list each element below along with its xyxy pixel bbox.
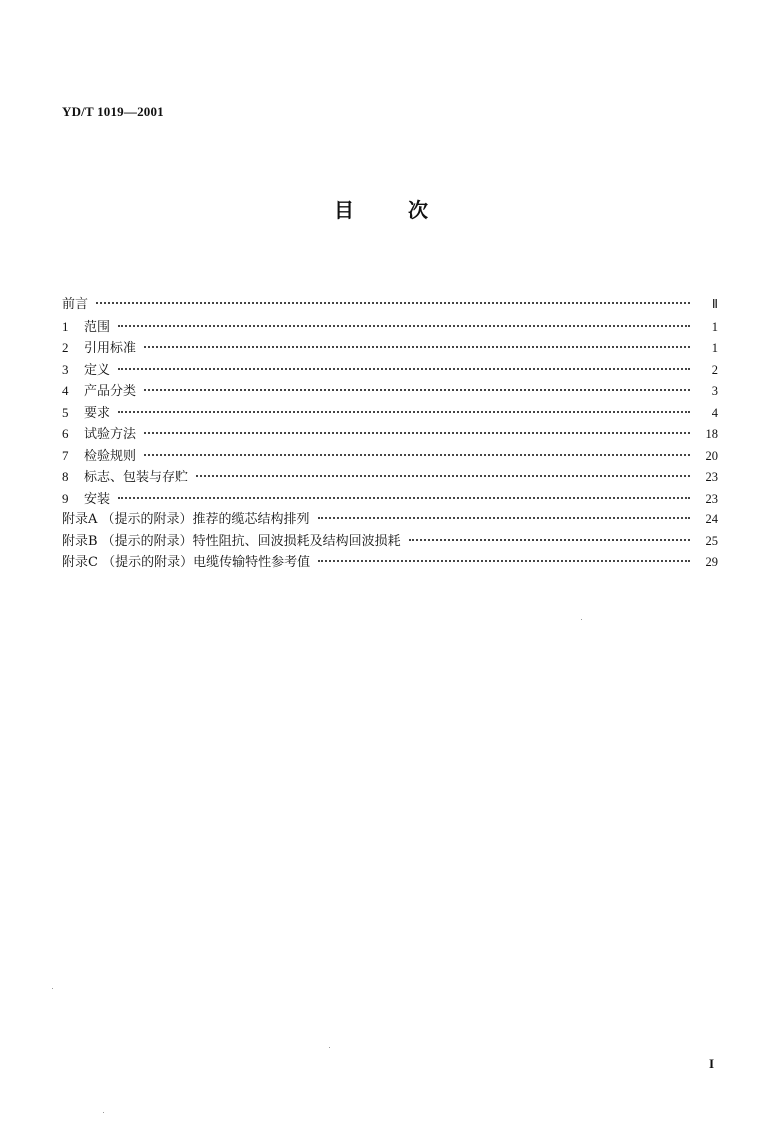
toc-entry-6[interactable] xyxy=(62,423,718,445)
toc-entry-title: 定义 xyxy=(84,362,111,378)
table-of-contents xyxy=(62,294,718,574)
toc-entry-page: 18 xyxy=(705,427,718,441)
toc-leader xyxy=(144,432,690,434)
page-title xyxy=(334,194,428,223)
toc-entry-page: 2 xyxy=(711,362,718,377)
toc-entry-title: 引用标准 xyxy=(84,341,137,356)
toc-leader xyxy=(144,346,690,348)
toc-leader xyxy=(118,325,690,327)
toc-entry-title: 附录A （提示的附录）推荐的缆芯结构排列 xyxy=(62,512,310,527)
standard-code: YD/T 1019—2001 xyxy=(62,104,164,119)
toc-entry-9[interactable] xyxy=(62,488,718,510)
toc-entry-page: Ⅱ xyxy=(711,297,718,311)
toc-leader xyxy=(144,454,690,456)
toc-entry-5[interactable] xyxy=(62,402,718,424)
toc-entry-page: 4 xyxy=(711,405,718,420)
toc-entry-title: 前言 xyxy=(62,297,89,312)
scan-speck xyxy=(329,1047,330,1048)
toc-entry-page: 23 xyxy=(705,470,718,484)
toc-entry-title: 检验规则 xyxy=(84,448,137,464)
toc-entry-number: 6 xyxy=(62,426,69,441)
toc-entry-appendix-b[interactable] xyxy=(62,531,718,553)
scan-speck xyxy=(52,988,53,989)
toc-leader xyxy=(144,389,690,391)
toc-entry-appendix-c[interactable] xyxy=(62,552,718,574)
toc-entry-4[interactable] xyxy=(62,380,718,402)
toc-leader xyxy=(318,560,690,562)
toc-entry-page: 23 xyxy=(705,491,718,506)
toc-entry-number: 2 xyxy=(62,340,69,355)
toc-entry-title: 范围 xyxy=(84,319,111,335)
toc-entry-title: 附录B （提示的附录）特性阻抗、回波损耗及结构回波损耗 xyxy=(62,533,401,549)
toc-leader xyxy=(196,475,690,477)
scan-speck xyxy=(103,1112,104,1113)
toc-entry-page: 29 xyxy=(705,555,718,569)
toc-entry-number: 5 xyxy=(62,404,69,420)
page-folio: I xyxy=(709,1056,715,1071)
toc-entry-page: 1 xyxy=(711,319,718,334)
toc-entry-foreword[interactable] xyxy=(62,294,718,316)
toc-entry-number: 4 xyxy=(62,383,69,398)
toc-entry-1[interactable] xyxy=(62,316,718,338)
toc-entry-page: 3 xyxy=(711,384,718,398)
toc-leader xyxy=(118,368,690,370)
toc-leader xyxy=(118,411,690,413)
page-title-part1: 目 xyxy=(334,198,354,222)
toc-entry-title: 试验方法 xyxy=(84,427,137,442)
toc-leader xyxy=(318,517,690,519)
toc-entry-number: 9 xyxy=(62,490,69,506)
toc-leader xyxy=(118,497,690,499)
toc-entry-8[interactable] xyxy=(62,466,718,488)
scan-speck xyxy=(581,619,582,620)
toc-entry-2[interactable] xyxy=(62,337,718,359)
page-title-part2: 次 xyxy=(408,198,428,222)
toc-entry-3[interactable] xyxy=(62,359,718,381)
toc-entry-page: 20 xyxy=(705,448,718,463)
toc-entry-number: 3 xyxy=(62,361,69,377)
toc-entry-title: 安装 xyxy=(84,491,111,507)
toc-entry-7[interactable] xyxy=(62,445,718,467)
toc-leader xyxy=(96,302,690,304)
toc-entry-appendix-a[interactable] xyxy=(62,509,718,531)
toc-entry-title: 附录C （提示的附录）电缆传输特性参考值 xyxy=(62,555,311,570)
toc-entry-title: 要求 xyxy=(84,405,111,421)
toc-entry-page: 25 xyxy=(705,533,718,548)
toc-entry-page: 24 xyxy=(705,512,718,526)
toc-entry-number: 8 xyxy=(62,469,69,484)
toc-entry-title: 产品分类 xyxy=(84,384,137,399)
toc-entry-page: 1 xyxy=(711,341,718,355)
toc-entry-title: 标志、包装与存贮 xyxy=(84,470,189,485)
toc-leader xyxy=(409,539,690,541)
toc-entry-number: 7 xyxy=(62,447,69,463)
toc-entry-number: 1 xyxy=(62,318,69,334)
